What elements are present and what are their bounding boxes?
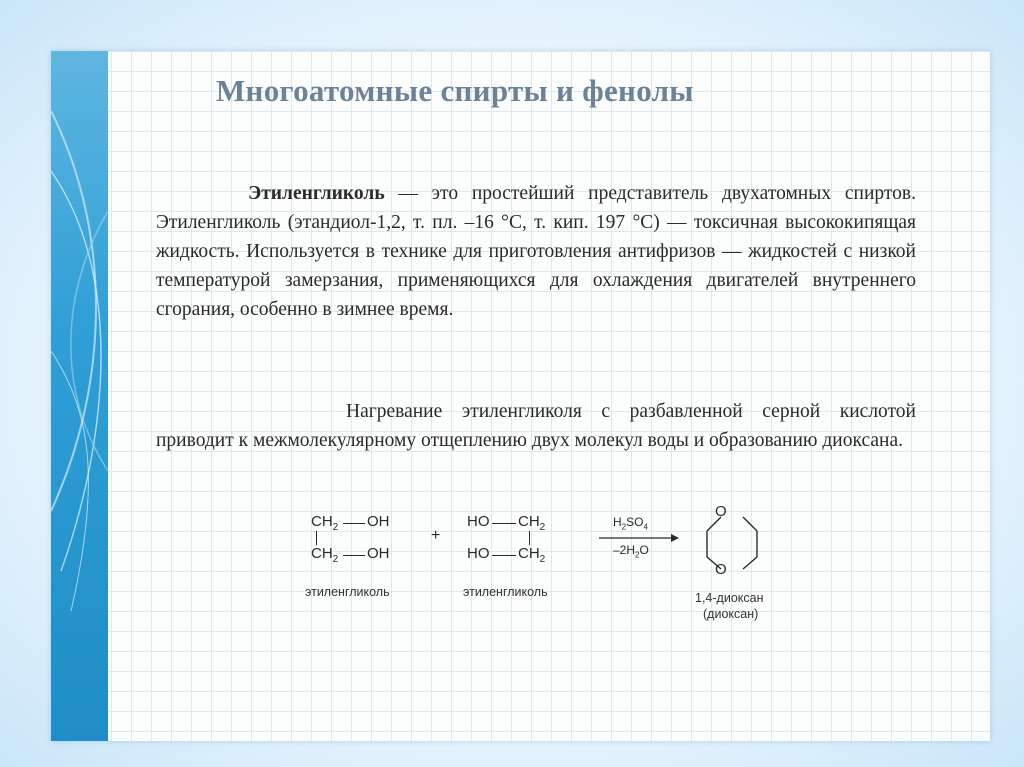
slide-title: Многоатомные спирты и фенолы [216, 73, 694, 108]
paragraph-dioxane: Нагревание этиленгликоля с разбавленной серной кислотой приводит к межмолекулярному отщеплению двух молекул воды и образованию диоксана. [156, 401, 916, 451]
r2-bot-ch2: $CH_2$ [518, 545, 546, 565]
paragraph-ethylene-glycol-text: — это простейший представитель двухатомных спиртов. Этиленгликоль (этандиол-1,2, т. пл. –16 °С, т. кип. 197 °С) — токсичная высококипящая жидкость. Используется в технике для приготовления антифризов — жидкостей с низкой температурой замерзания, применяющихся для охлаждения двигателей внутреннего сгорания, особенно в зимнее время. [156, 183, 916, 320]
dioxane-ring-icon [701, 503, 771, 583]
r2-top-bond [492, 523, 516, 524]
r2-top-ho: HO [467, 513, 490, 530]
reaction-arrow-icon [599, 533, 679, 543]
paragraph-ethylene-glycol [156, 179, 916, 324]
r1-top-oh: OH [367, 513, 390, 530]
r2-bot-ho: HO [467, 545, 490, 562]
condition-water-loss: $-2H_2O$ [613, 543, 649, 560]
reaction-scheme [291, 503, 851, 633]
r1-top-bond [343, 523, 365, 524]
term-ethylene-glycol: Этиленгликоль [248, 183, 385, 204]
r1-top-ch2: $CH_2$ [311, 513, 339, 533]
caption-dioxane-line1: 1,4-диоксан [695, 591, 764, 605]
ring-oxygen-top: O [715, 503, 727, 520]
r2-bot-bond [492, 555, 516, 556]
ring-oxygen-bottom: O [715, 561, 727, 578]
caption-dioxane-line2: (диоксан) [703, 607, 759, 621]
r1-bot-bond [343, 555, 365, 556]
slide [51, 51, 990, 741]
r1-vertical-bond [316, 531, 317, 545]
r1-bot-ch2: $CH_2$ [311, 545, 339, 565]
plus-sign: + [431, 527, 441, 544]
r1-bot-oh: OH [367, 545, 390, 562]
r2-top-ch2: $CH_2$ [518, 513, 546, 533]
decorative-side-band [51, 51, 108, 741]
caption-ethylene-glycol-2: этиленгликоль [463, 585, 548, 599]
caption-ethylene-glycol-1: этиленгликоль [305, 585, 390, 599]
r2-vertical-bond [529, 531, 530, 545]
condition-catalyst: $H_2SO_4$ [613, 515, 648, 532]
